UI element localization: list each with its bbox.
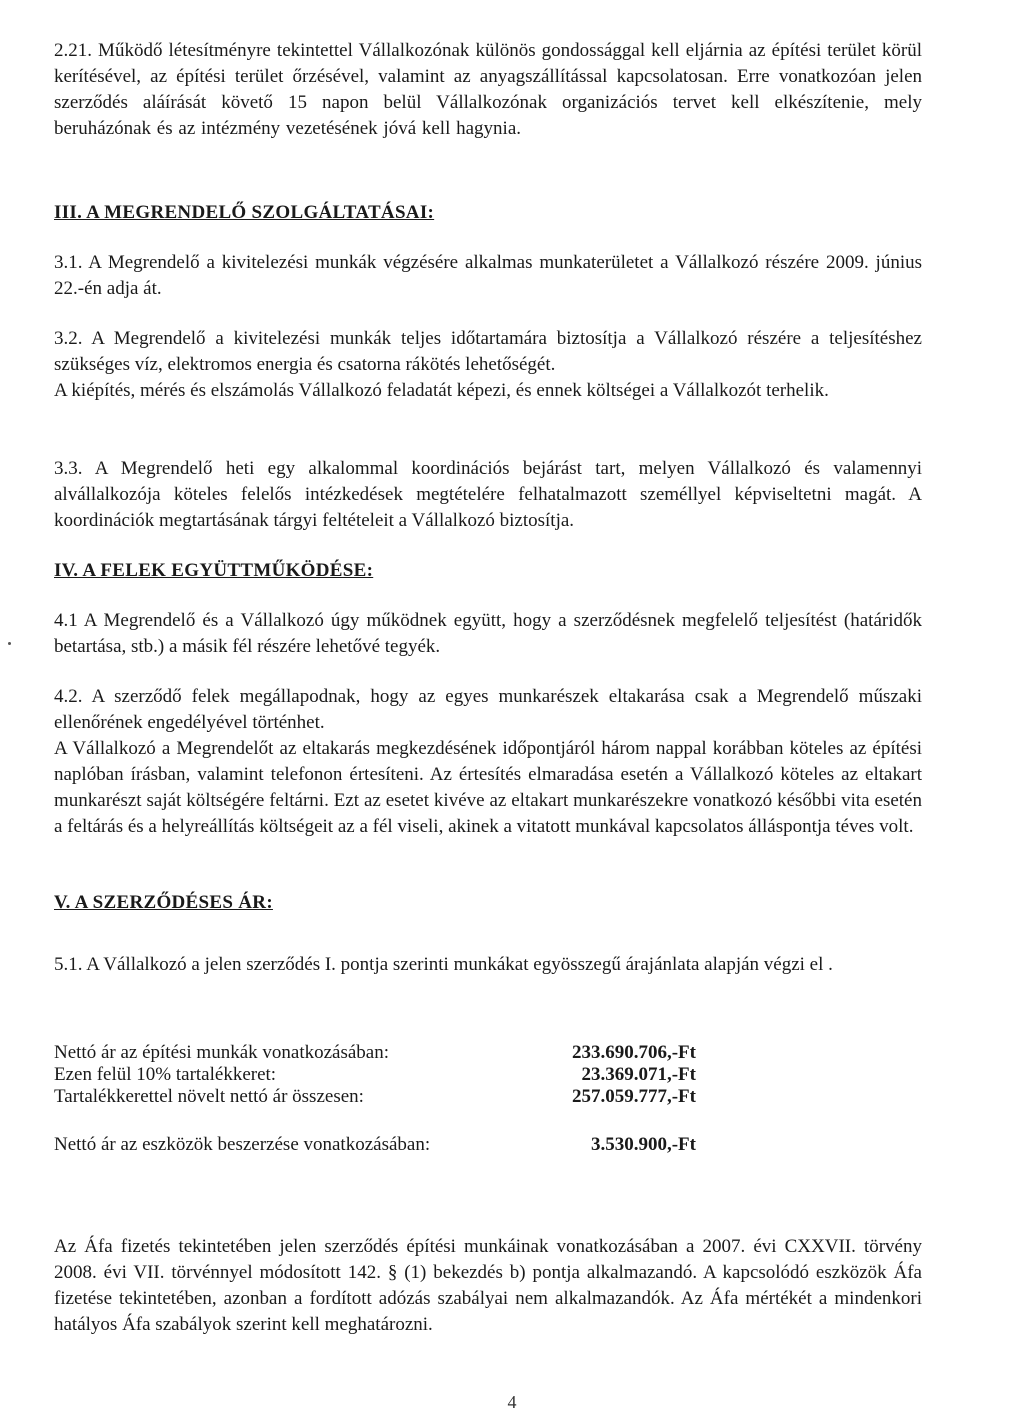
paragraph-afa: Az Áfa fizetés tekintetében jelen szerződés építési munkáinak vonatkozásában a 2007. évi CXXVII. törvény 2008. évi VII. törvénnyel módosított 142. § (1) bekezdés b) pontja alkalmazandó. A kapcsolódó eszközök Áfa fizetése tekintetében, azonban a fordított adózás szabályai nem alkalmazandók. Az Áfa mértékét a mindenkori hatályos Áfa szabályok szerint kell meghatározni. — [54, 1236, 922, 1335]
price-value: 23.369.071,-Ft — [581, 1064, 696, 1085]
price-value: 233.690.706,-Ft — [571, 1042, 696, 1063]
paragraph-3-1: 3.1. A Megrendelő a kivitelezési munkák végzésére alkalmas munkaterületet a Vállalkozó részére 2009. június 22.-én adja át. — [54, 252, 922, 299]
section-heading-iv: IV. A FELEK EGYÜTTMŰKÖDÉSE: — [54, 560, 374, 581]
price-row — [54, 1064, 704, 1086]
paragraph-4-2b: A Vállalkozó a Megrendelőt az eltakarás megkezdésének időpontjáról három nappal korábban köteles az építési naplóban írásban, valamint telefonon értesíteni. Az értesítés elmaradása esetén a Vállalkozó köteles az eltakart munkarészt saját költségére feltárni. Ezt az esetet kivéve az eltakart munkarészekre vonatkozó későbbi vita esetén a feltárás és a helyreállítás költségeit az a fél viseli, akinek a vitatott munkával kapcsolatos álláspontja téves volt. — [54, 738, 922, 837]
paragraph-3-3: 3.3. A Megrendelő heti egy alkalommal koordinációs bejárást tart, melyen Vállalkozó és valamennyi alvállalkozója köteles felelős intézkedések megtételére felhatalmazott személlyel képviseltetni magát. A koordinációk megtartásának tárgyi feltételeit a Vállalkozó biztosítja. — [54, 458, 922, 531]
page-number: 4 — [507, 1392, 517, 1412]
price-label: Ezen felül 10% tartalékkeret: — [54, 1064, 277, 1085]
paragraph-4-2a: 4.2. A szerződő felek megállapodnak, hogy az egyes munkarészek eltakarása csak a Megrendelő műszaki ellenőrének engedélyével történhet. — [54, 686, 922, 733]
paragraph-3-2a: 3.2. A Megrendelő a kivitelezési munkák teljes időtartamára biztosítja a Vállalkozó részére a teljesítéshez szükséges víz, elektromos energia és csatorna rákötés lehetőségét. — [54, 328, 922, 375]
price-row — [54, 1086, 704, 1108]
price-label: Tartalékkerettel növelt nettó ár összesen: — [54, 1086, 364, 1107]
price-table — [54, 1042, 704, 1156]
price-row — [54, 1042, 704, 1064]
paragraph-4-1: 4.1 A Megrendelő és a Vállalkozó úgy működnek együtt, hogy a szerződésnek megfelelő teljesítést (határidők betartása, stb.) a másik fél részére lehetővé tegyék. — [54, 610, 922, 657]
paragraph-3-2b: A kiépítés, mérés és elszámolás Vállalkozó feladatát képezi, és ennek költségei a Vállalkozót terhelik. — [54, 380, 829, 401]
price-row — [54, 1134, 704, 1156]
paragraph-2-21: 2.21. Működő létesítményre tekintettel Vállalkozónak különös gondossággal kell eljárnia az építési terület körül kerítésével, az építési terület őrzésével, valamint az anyagszállítással kapcsolatosan. Erre vonatkozóan jelen szerződés aláírását követő 15 napon belül Vállalkozónak organizációs tervet kell elkészítenie, mely beruházónak és az intézmény vezetésének jóvá kell hagynia. — [54, 40, 922, 139]
section-heading-v: V. A SZERZŐDÉSES ÁR: — [54, 892, 273, 913]
price-value: 257.059.777,-Ft — [571, 1086, 696, 1107]
stray-dot — [8, 642, 11, 645]
paragraph-5-1: 5.1. A Vállalkozó a jelen szerződés I. pontja szerinti munkákat egyösszegű árajánlata alapján végzi el . — [54, 954, 833, 975]
price-value: 3.530.900,-Ft — [590, 1134, 696, 1155]
section-heading-iii: III. A MEGRENDELŐ SZOLGÁLTATÁSAI: — [54, 202, 435, 223]
price-label: Nettó ár az építési munkák vonatkozásában: — [54, 1042, 390, 1063]
price-label: Nettó ár az eszközök beszerzése vonatkozásában: — [54, 1134, 431, 1155]
